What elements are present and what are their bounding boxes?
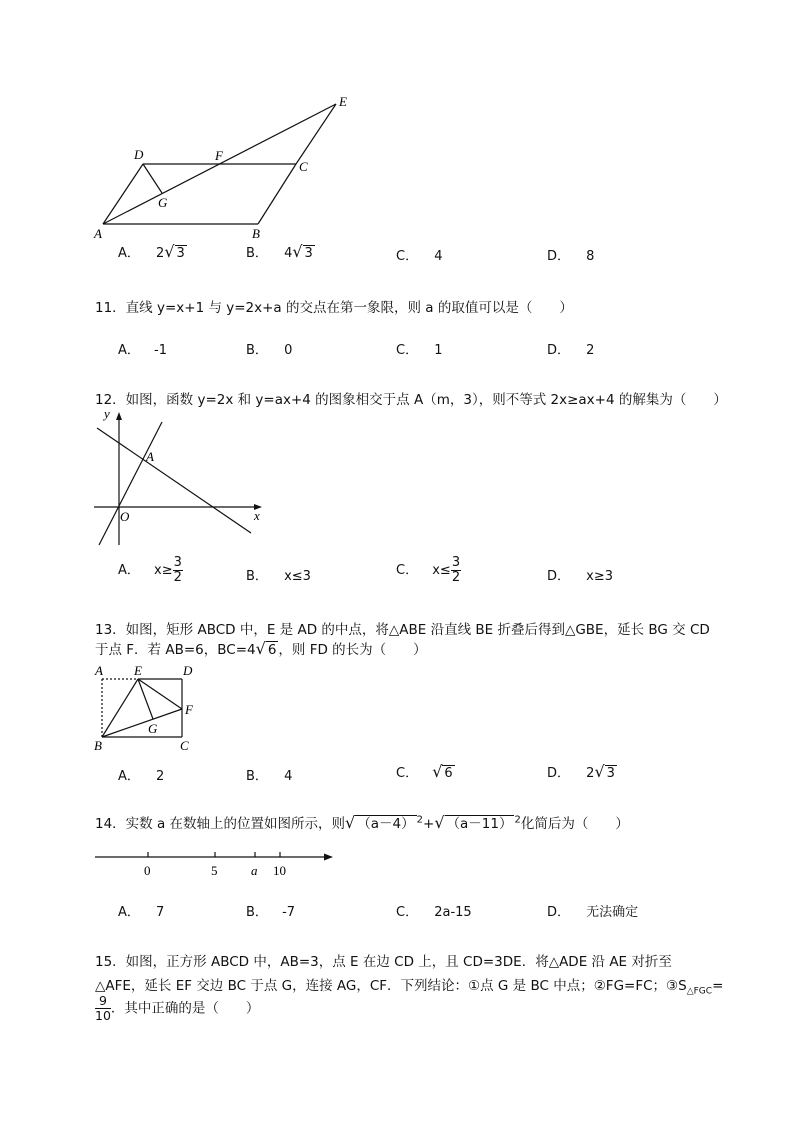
fraction [173,556,183,585]
option-letter: B． [246,769,268,784]
q14-pre: 14．实数 a 在数轴上的位置如图所示，则 [95,816,346,832]
fraction-denominator: 10 [95,1008,111,1023]
tick-label-0: 0 [144,863,151,878]
label-A: A [94,226,102,241]
q12-option-c[interactable] [396,556,461,585]
option-text: 7 [156,905,165,920]
q10-option-d[interactable] [547,245,594,264]
option-letter: D． [547,569,571,584]
q13-line2 [95,638,427,658]
segment-AD [103,164,143,224]
q14-option-d[interactable] [547,901,638,920]
q14-radicand-2: （a－11） [446,816,513,832]
option-letter: B． [246,246,268,261]
option-text: 2 [156,769,165,784]
q12-figure [90,402,270,552]
q11-option-b[interactable] [246,339,292,358]
q13-radicand: 6 [267,642,277,658]
option-coef: 2 [156,246,165,261]
q13-option-c[interactable] [396,762,455,781]
sqrt-sign: √ [345,813,356,832]
label-G: G [148,721,158,736]
line-y-2x [99,422,162,545]
q13-line1: 13．如图，矩形 ABCD 中，E 是 AD 的中点，将△ABE 沿直线 BE 折叠后得到△GBE，延长 BG 交 CD [95,622,710,638]
segment-EF [138,679,182,709]
option-letter: D． [547,905,571,920]
q10-option-a[interactable] [118,242,187,261]
segment-BE [102,679,138,737]
q11-option-c[interactable] [396,339,443,358]
label-C: C [299,159,308,174]
segment-BC [258,164,296,224]
label-A: A [95,663,103,678]
q15-line2-text: △AFE，延长 EF 交边 BC 于点 G，连接 AG，CF．下列结论：①点 G 是 BC 中点；②FG=FC；③S [95,978,687,994]
option-letter: D． [547,766,571,781]
q15-line2-end: = [712,978,724,994]
q11-text: 11．直线 y=x+1 与 y=2x+a 的交点在第一象限，则 a 的取值可以是（ ） [95,300,573,316]
q10-figure [90,90,360,245]
label-F: F [185,702,193,717]
segment-EG [138,679,153,719]
q15-line2-sub: △FGC [686,986,713,997]
q14-exp-2: 2 [514,814,521,826]
label-x: x [254,508,260,523]
fraction-denominator: 2 [451,570,461,585]
label-B: B [94,738,102,753]
y-axis-arrow [116,412,122,420]
q12-option-d[interactable] [547,565,613,584]
option-prefix: x≤ [432,563,451,578]
q11-option-d[interactable] [547,339,594,358]
option-letter: C． [396,766,419,781]
q14-text [95,812,629,832]
q12-option-a[interactable] [118,556,183,585]
option-coef: 2 [586,766,595,781]
q15-line3 [95,994,259,1023]
sqrt-sign: √ [594,762,605,781]
tick-label-a: a [251,863,258,878]
option-text: 0 [284,343,293,358]
option-letter: D． [547,343,571,358]
option-radicand: 3 [304,246,313,261]
sqrt-sign: √ [432,762,443,781]
option-text: 8 [586,249,595,264]
q10-option-b[interactable] [246,242,315,261]
option-text: x≤3 [284,569,311,584]
q13-option-a[interactable] [118,765,164,784]
option-letter: D． [547,249,571,264]
q14-option-a[interactable] [118,901,164,920]
option-radicand: 6 [444,766,453,781]
q14-number-line [90,845,340,880]
label-O: O [120,509,130,524]
fraction-numerator: 3 [173,555,182,570]
q12-option-b[interactable] [246,565,311,584]
option-radicand: 3 [176,246,185,261]
q13-option-d[interactable] [547,762,617,781]
label-D: D [183,663,193,678]
option-text: -7 [282,905,296,920]
option-letter: B． [246,905,268,920]
option-text: 2 [586,343,595,358]
option-coef: 4 [284,246,293,261]
fraction-numerator: 3 [451,555,461,570]
q13-option-b[interactable] [246,765,292,784]
option-text: x≥3 [586,569,614,584]
sqrt-sign: √ [164,242,175,261]
label-E: E [134,663,142,678]
option-letter: A． [118,769,140,784]
q13-line2-post: ，则 FD 的长为（ ） [278,642,427,658]
q14-post: 化简后为（ ） [520,816,629,832]
option-letter: B． [246,569,268,584]
q10-option-c[interactable] [396,245,443,264]
fraction-numerator: 9 [95,994,111,1009]
label-y: y [104,406,110,421]
q13-line2-pre: 于点 F．若 AB=6，BC=4 [95,642,256,658]
option-letter: B． [246,343,268,358]
q14-exp-1: 2 [416,814,423,826]
fraction [451,556,461,585]
tick-label-5: 5 [211,863,218,878]
q11-option-a[interactable] [118,339,167,358]
q15-line1: 15．如图，正方形 ABCD 中，AB=3，点 E 在边 CD 上，且 CD=3DE．将△ADE 沿 AE 对折至 [95,954,672,970]
sqrt-sign: √ [292,242,303,261]
q14-option-c[interactable] [396,901,472,920]
q15-line3-text: ．其中正确的是（ ） [110,1000,260,1017]
segment-DG [143,164,162,193]
tick-label-10: 10 [273,863,286,878]
label-F: F [215,148,223,163]
option-radicand: 3 [606,766,615,781]
label-C: C [180,738,189,753]
option-letter: C． [396,343,419,358]
label-E: E [339,94,347,109]
q14-radicand-1: （a－4） [357,816,415,832]
q14-plus: + [423,816,435,832]
option-letter: C． [396,563,419,578]
option-text: 无法确定 [586,905,639,920]
q13-figure [90,660,210,755]
label-D: D [134,147,144,162]
option-prefix: x≥ [154,563,173,578]
q12-text: 12．如图，函数 y=2x 和 y=ax+4 的图象相交于点 A（m，3），则不等式 2x≥ax+4 的解集为（ ） [95,392,727,408]
option-letter: A． [118,563,140,578]
option-text: 4 [434,249,443,264]
option-text: 1 [434,343,443,358]
option-text: 2a-15 [434,905,472,920]
option-letter: C． [396,249,419,264]
option-letter: A． [118,246,140,261]
option-letter: A． [118,905,140,920]
sqrt-sign: √ [255,639,266,658]
fraction [95,994,111,1023]
option-text: 4 [284,769,293,784]
q14-option-b[interactable] [246,901,295,920]
option-text: -1 [154,343,168,358]
number-line-arrow [324,854,333,861]
sqrt-sign: √ [434,813,445,832]
label-G: G [158,195,168,210]
segment-BF [102,709,182,737]
fraction-denominator: 2 [173,570,182,585]
segment-CE [296,104,336,164]
option-letter: A． [118,343,140,358]
label-A: A [146,449,154,464]
label-B: B [252,226,260,241]
option-letter: C． [396,905,419,920]
